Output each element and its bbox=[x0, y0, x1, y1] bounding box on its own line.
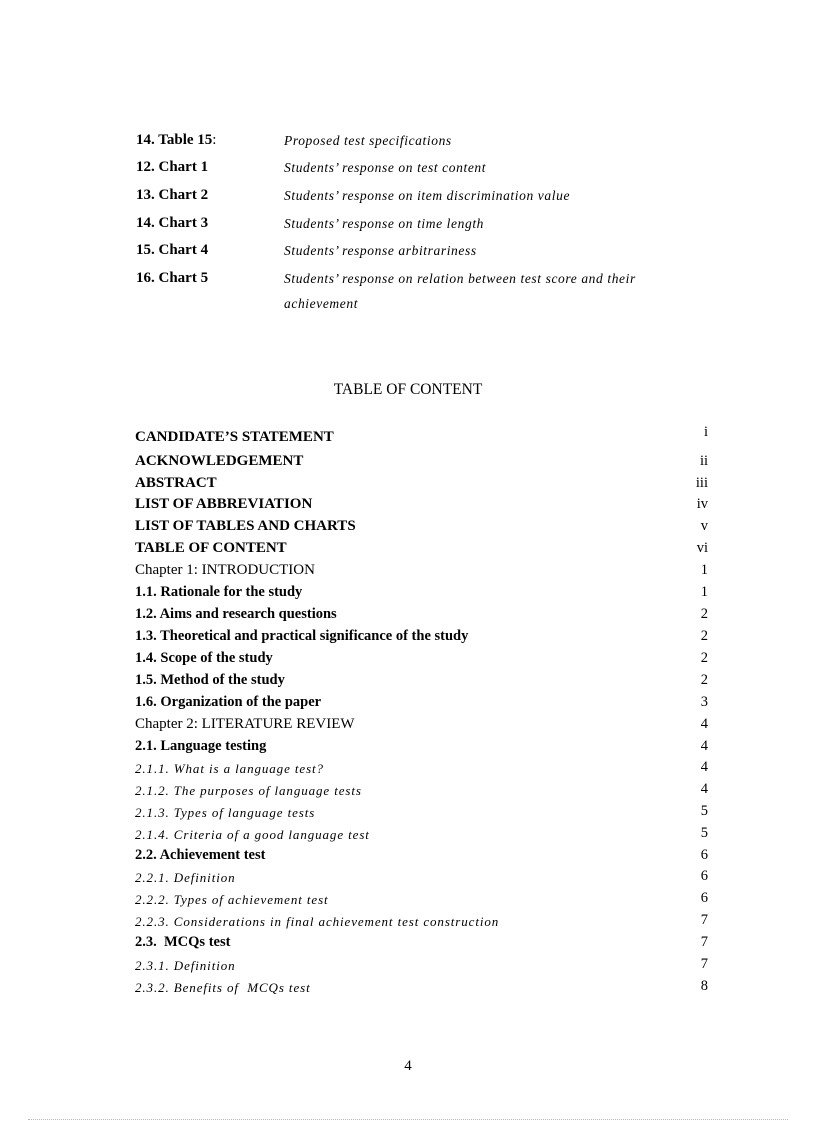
toc-row bbox=[135, 781, 708, 802]
item-title: Students’ response on test content bbox=[284, 160, 487, 175]
item-label: 12. Chart 1 bbox=[136, 159, 209, 175]
toc-entry: Chapter 2: LITERATURE REVIEW bbox=[135, 716, 355, 732]
item-label-suffix: : bbox=[212, 132, 217, 148]
toc-entry: 1.4. Scope of the study bbox=[135, 650, 273, 666]
toc-entry: 2.3.2. Benefits of MCQs test bbox=[135, 980, 311, 995]
page-bottom-divider bbox=[28, 1119, 788, 1120]
toc-page-number: 5 bbox=[700, 803, 708, 819]
toc-entry: Chapter 1: INTRODUCTION bbox=[135, 562, 315, 578]
toc-heading: TABLE OF CONTENT bbox=[333, 381, 483, 398]
toc-entry: 1.5. Method of the study bbox=[135, 672, 285, 688]
toc-row bbox=[135, 825, 708, 846]
item-title: Students’ response on item discrimination value bbox=[284, 188, 571, 203]
toc-row bbox=[135, 606, 708, 627]
toc-entry: LIST OF ABBREVIATION bbox=[135, 496, 313, 512]
toc-row bbox=[135, 912, 708, 933]
item-label: 13. Chart 2 bbox=[136, 187, 209, 203]
toc-page-number: 7 bbox=[700, 934, 708, 950]
toc-row bbox=[135, 847, 708, 868]
toc-page-number: 1 bbox=[700, 584, 708, 600]
toc-entry: LIST OF TABLES AND CHARTS bbox=[135, 518, 356, 534]
toc-row bbox=[135, 890, 708, 911]
toc-page-number: 7 bbox=[700, 956, 708, 972]
toc-entry: 2.2.1. Definition bbox=[135, 870, 236, 885]
toc-entry: 2.1. Language testing bbox=[135, 738, 267, 754]
item-title: Students’ response on relation between test score and their achievement bbox=[284, 271, 636, 311]
toc-page-number: 4 bbox=[700, 716, 708, 732]
toc-row bbox=[135, 803, 708, 824]
toc-page-number: 8 bbox=[700, 978, 708, 994]
toc-row bbox=[135, 453, 708, 474]
toc-row bbox=[135, 518, 708, 539]
item-label: 14. Chart 3 bbox=[136, 215, 209, 231]
toc-row bbox=[135, 716, 708, 737]
toc-entry: 1.6. Organization of the paper bbox=[135, 694, 322, 710]
toc-entry: 1.2. Aims and research questions bbox=[135, 606, 337, 622]
toc-page-number: 6 bbox=[700, 890, 708, 906]
toc-entry: CANDIDATE’S STATEMENT bbox=[135, 429, 334, 445]
toc-page-number: 4 bbox=[700, 781, 708, 797]
toc-entry: 2.3. MCQs test bbox=[135, 934, 231, 950]
item-title: Students’ response on time length bbox=[284, 216, 485, 231]
item-title: Students’ response arbitrariness bbox=[284, 243, 477, 258]
toc-page-number: 6 bbox=[700, 868, 708, 884]
toc-row bbox=[135, 584, 708, 605]
toc-row bbox=[135, 738, 708, 759]
toc-entry: 2.1.3. Types of language tests bbox=[135, 805, 316, 820]
toc-entry: 2.1.4. Criteria of a good language test bbox=[135, 827, 370, 842]
toc-page-number: 4 bbox=[700, 738, 708, 754]
toc-page-number: i bbox=[703, 424, 708, 440]
item-title: Proposed test specifications bbox=[284, 133, 452, 148]
toc-entry: 2.2. Achievement test bbox=[135, 847, 266, 863]
toc-entry: TABLE OF CONTENT bbox=[135, 540, 287, 556]
toc-row bbox=[135, 978, 708, 999]
toc-row bbox=[135, 650, 708, 671]
toc-page-number: 1 bbox=[700, 562, 708, 578]
toc-page-number: 7 bbox=[700, 912, 708, 928]
toc-row bbox=[135, 694, 708, 715]
item-label: 15. Chart 4 bbox=[136, 242, 209, 258]
toc-row bbox=[135, 956, 708, 977]
toc-page-number: vi bbox=[696, 540, 708, 556]
page-number: 4 bbox=[404, 1058, 412, 1074]
toc-page-number: 3 bbox=[700, 694, 708, 710]
item-label: 14. Table 15 bbox=[136, 132, 213, 148]
toc-entry: 1.3. Theoretical and practical significance of the study bbox=[135, 628, 469, 644]
toc-entry: 2.2.3. Considerations in final achievement test construction bbox=[135, 914, 500, 929]
toc-row bbox=[135, 759, 708, 780]
toc-page-number: 2 bbox=[700, 606, 708, 622]
toc-entry: 2.3.1. Definition bbox=[135, 958, 236, 973]
toc-page-number: v bbox=[700, 518, 708, 534]
toc-row bbox=[135, 868, 708, 889]
toc-row bbox=[135, 496, 708, 517]
toc-page-number: 2 bbox=[700, 672, 708, 688]
toc-page-number: 4 bbox=[700, 759, 708, 775]
toc-page-number: iii bbox=[695, 475, 708, 491]
toc-row bbox=[135, 424, 708, 450]
item-label: 16. Chart 5 bbox=[136, 270, 209, 286]
toc-row bbox=[135, 934, 708, 955]
toc-page-number: 2 bbox=[700, 650, 708, 666]
toc-page-number: 2 bbox=[700, 628, 708, 644]
toc-entry: ACKNOWLEDGEMENT bbox=[135, 453, 304, 469]
toc-page-number: 6 bbox=[700, 847, 708, 863]
toc-entry: 1.1. Rationale for the study bbox=[135, 584, 303, 600]
toc-entry: 2.2.2. Types of achievement test bbox=[135, 892, 329, 907]
toc-entry: 2.1.1. What is a language test? bbox=[135, 761, 324, 776]
toc-row bbox=[135, 475, 708, 496]
toc-entry: 2.1.2. The purposes of language tests bbox=[135, 783, 362, 798]
toc-page-number: ii bbox=[699, 453, 708, 469]
toc-page-number: 5 bbox=[700, 825, 708, 841]
toc-row bbox=[135, 540, 708, 561]
toc-entry: ABSTRACT bbox=[135, 475, 217, 491]
toc-page-number: iv bbox=[696, 496, 708, 512]
toc-row bbox=[135, 562, 708, 583]
toc-row bbox=[135, 672, 708, 693]
toc-row bbox=[135, 628, 708, 649]
